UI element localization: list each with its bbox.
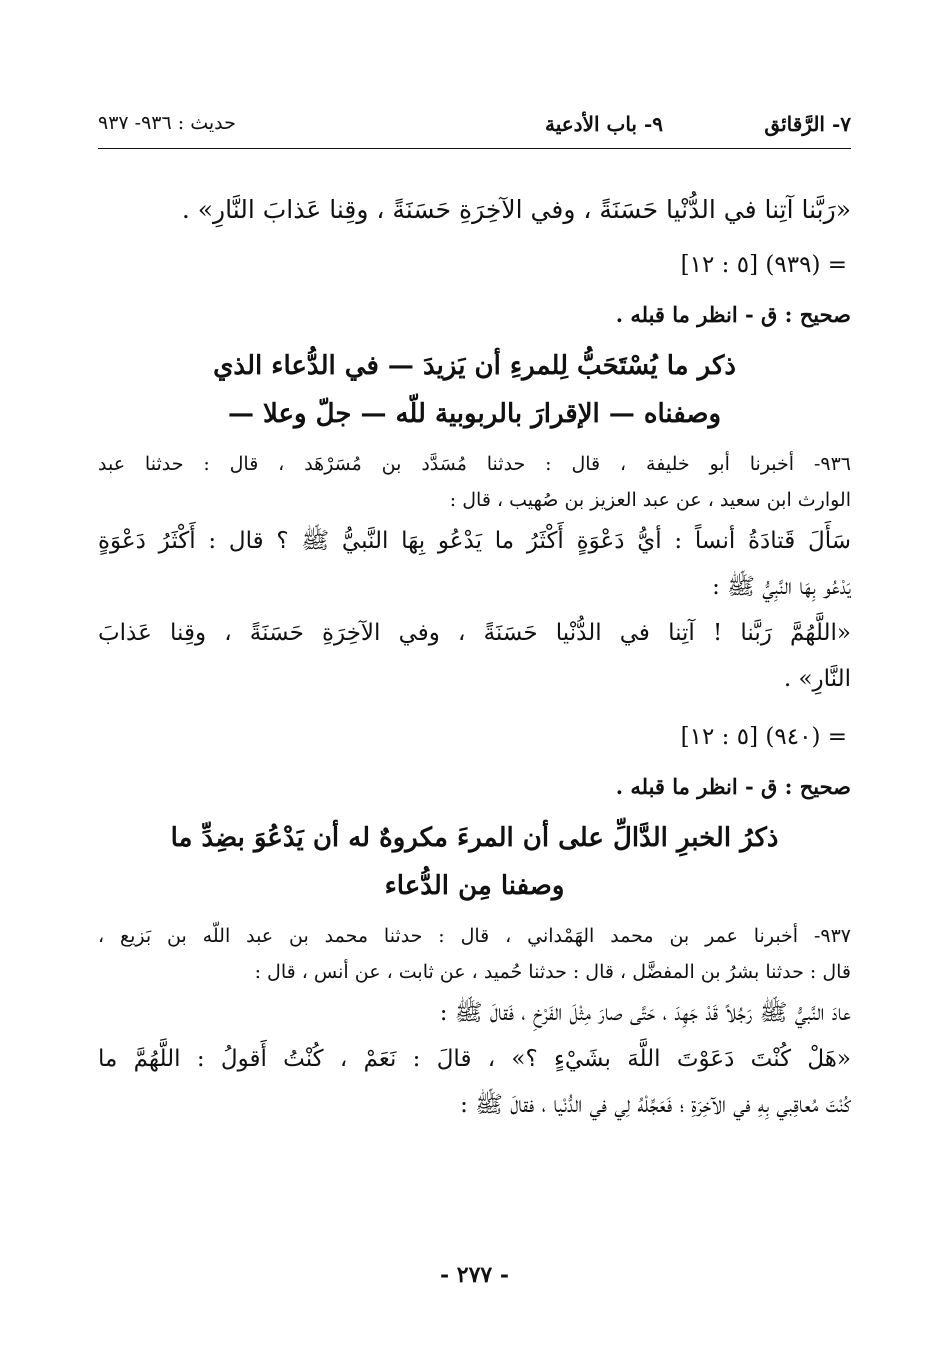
isnad-line: الوارث ابن سعيد ، عن عبد العزيز بن صُهيب ، قال :: [449, 489, 851, 511]
matn-line: سَأَلَ قَتادَةُ أنساً : أيُّ دَعْوَةٍ أَكْثَرُ ما يَدْعُو بِهَا النَّبيُّ ﷺ ؟ قال : أَكْثَرُ دَعْوَةٍ: [98, 528, 851, 554]
page-number: - ٢٧٧ -: [439, 1262, 510, 1288]
hadith-937: [98, 918, 851, 1128]
running-header: [98, 112, 851, 148]
heading-line: وصفنا مِن الدُّعاء: [384, 871, 565, 901]
quote-text: «رَبَّنا آتِنا في الدُّنْيا حَسَنَةً ، وفي الآخِرَةِ حَسَنَةً ، وقِنا عَذابَ النَّارِ» .: [181, 195, 851, 224]
cross-reference: = (٩٤٠) [٥ : ١٢]: [680, 724, 847, 750]
heading-line: وصفناه — الإقرارَ بالربوبية للّه — جلّ وعلا —: [227, 399, 722, 429]
matn-line: «اللَّهُمَّ رَبَّنا ! آتِنا في الدُّنْيا حَسَنَةً ، وفي الآخِرَةِ حَسَنَةً ، وقِنا عَذابَ: [98, 620, 851, 646]
heading-line: ذكرُ الخبرِ الدَّالِّ على أن المرءَ مكروهٌ له أن يَدْعُوَ بضِدِّ ما: [170, 823, 779, 853]
matn-line: يَدْعُو بِهَا النَّبِيُّ ﷺ :: [712, 574, 851, 600]
matn-line: كُنْتَ مُعاقِبي بِهِ في الآخِرَةِ ؛ فَعَجِّلْهُ لِي في الدُّنْيا ، فقالَ ﷺ :: [460, 1092, 851, 1118]
section-heading: [98, 814, 851, 910]
page-body: [98, 190, 851, 1128]
matn-line: «هَلْ كُنْتَ دَعَوْتَ اللَّهَ بشَيْءٍ ؟» ، قالَ : نَعَمْ ، كُنْتُ أَقولُ : اللَّهُمَّ ما: [98, 1046, 851, 1072]
matn-line: النَّارِ» .: [783, 666, 851, 692]
cross-reference: = (٩٣٩) [٥ : ١٢]: [680, 252, 847, 278]
matn-line: عادَ النَّبيُّ ﷺ رَجُلاً قَدْ جَهِدَ ، حَتَّى صارَ مِثْلَ الفَرْخِ ، فَقالَ ﷺ :: [439, 1000, 851, 1026]
hadith-range: حديث : ٩٣٦- ٩٣٧: [98, 112, 236, 134]
grading-note: صحيح : ق - انظر ما قبله .: [615, 774, 851, 799]
chapter-title: ٧- الرَّقائق: [764, 112, 851, 136]
section-title: ٩- باب الأدعية: [544, 112, 663, 136]
hadith-936: [98, 446, 851, 804]
grading-note: صحيح : ق - انظر ما قبله .: [615, 302, 851, 327]
isnad-line: ٩٣٧- أخبرنا عمر بن محمد الهَمْداني ، قال : حدثنا محمد بن عبد اللّه بن بَزيع ،: [98, 925, 851, 947]
header-rule: [98, 148, 851, 149]
isnad-line: ٩٣٦- أخبرنا أبو خليفة ، قال : حدثنا مُسَدَّد بن مُسَرْهَد ، قال : حدثنا عبد: [98, 453, 851, 475]
isnad-line: قال : حدثنا بشرُ بن المفضَّل ، قال : حدثنا حُميد ، عن ثابت ، عن أنس ، قال :: [254, 961, 851, 983]
section-heading: [98, 342, 851, 438]
heading-line: ذكر ما يُسْتَحَبُّ لِلمرءِ أن يَزيدَ — في الدُّعاء الذي: [213, 351, 736, 381]
